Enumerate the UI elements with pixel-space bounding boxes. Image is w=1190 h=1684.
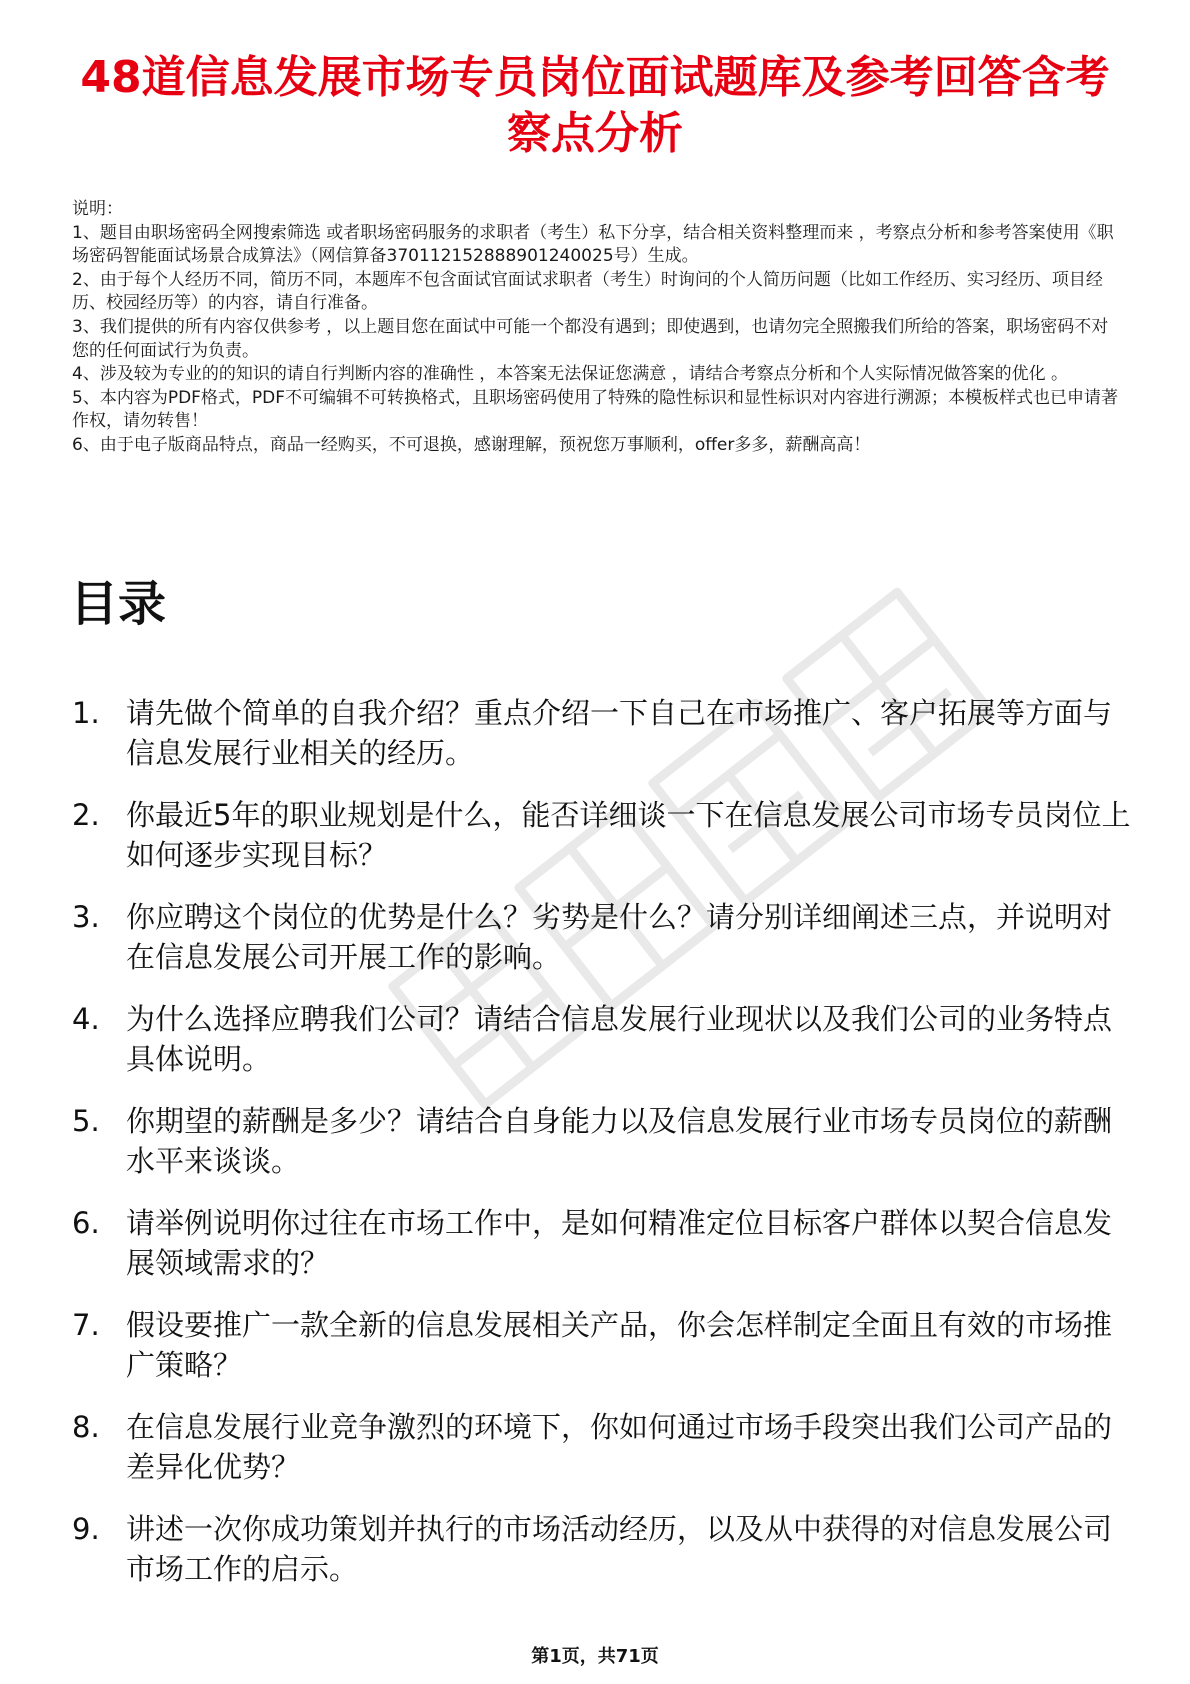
toc-item[interactable] <box>72 1305 1132 1407</box>
toc-item[interactable] <box>72 897 1132 999</box>
notes-label: 说明： <box>72 199 123 219</box>
toc-item-number: 7. <box>72 1308 100 1342</box>
toc-item[interactable] <box>72 1203 1132 1305</box>
toc-item-text: 为什么选择应聘我们公司？请结合信息发展行业现状以及我们公司的业务特点具体说明。 <box>126 1002 1113 1076</box>
toc-list <box>72 693 1132 1611</box>
document-title: 48道信息发展市场专员岗位面试题库及参考回答含考察点分析 <box>80 52 1110 159</box>
toc-item-text: 讲述一次你成功策划并执行的市场活动经历，以及从中获得的对信息发展公司市场工作的启示。 <box>126 1512 1113 1586</box>
toc-item[interactable] <box>72 1407 1132 1509</box>
toc-item[interactable] <box>72 1101 1132 1203</box>
note-item: 5、本内容为PDF格式，PDF不可编辑不可转换格式，且职场密码使用了特殊的隐性标识和显性标识对内容进行溯源；本模板样式也已申请著作权，请勿转售！ <box>72 387 1119 432</box>
note-item: 1、题目由职场密码全网搜索筛选 或者职场密码服务的求职者（考生）私下分享，结合相关资料整理而来 ，考察点分析和参考答案使用《职场密码智能面试场景合成算法》（网信算备370112152888901240025号）生成。 <box>72 222 1114 267</box>
note-item: 4、涉及较为专业的的知识的请自行判断内容的准确性 ，本答案无法保证您满意 ，请结合考察点分析和个人实际情况做答案的优化 。 <box>72 364 1069 385</box>
toc-item[interactable] <box>72 795 1132 897</box>
toc-item-text: 你应聘这个岗位的优势是什么？劣势是什么？请分别详细阐述三点，并说明对在信息发展公司开展工作的影响。 <box>126 900 1113 974</box>
toc-item-number: 8. <box>72 1410 100 1444</box>
note-item: 3、我们提供的所有内容仅供参考 ，以上题目您在面试中可能一个都没有遇到；即使遇到，也请勿完全照搬我们所给的答案，职场密码不对您的任何面试行为负责。 <box>72 316 1109 361</box>
toc-item-text: 请先做个简单的自我介绍？重点介绍一下自己在市场推广、客户拓展等方面与信息发展行业相关的经历。 <box>126 696 1113 770</box>
notes-section <box>72 198 1122 458</box>
toc-item-text: 假设要推广一款全新的信息发展相关产品，你会怎样制定全面且有效的市场推广策略？ <box>126 1308 1113 1382</box>
toc-item-text: 请举例说明你过往在市场工作中，是如何精准定位目标客户群体以契合信息发展领域需求的？ <box>126 1206 1113 1280</box>
toc-item-number: 2. <box>72 798 100 832</box>
note-item: 2、由于每个人经历不同，简历不同，本题库不包含面试官面试求职者（考生）时询问的个人简历问题（比如工作经历、实习经历、项目经历、校园经历等）的内容，请自行准备。 <box>72 269 1103 314</box>
toc-item[interactable] <box>72 1509 1132 1611</box>
toc-item-number: 3. <box>72 900 100 934</box>
toc-item[interactable] <box>72 693 1132 795</box>
toc-item-number: 4. <box>72 1002 100 1036</box>
toc-heading: 目录 <box>70 576 167 632</box>
toc-item[interactable] <box>72 999 1132 1101</box>
note-item: 6、由于电子版商品特点，商品一经购买，不可退换，感谢理解，预祝您万事顺利，offer多多，薪酬高高！ <box>72 434 871 455</box>
toc-item-text: 在信息发展行业竞争激烈的环境下，你如何通过市场手段突出我们公司产品的差异化优势？ <box>126 1410 1113 1484</box>
toc-item-number: 5. <box>72 1104 100 1138</box>
page-footer: 第1页，共71页 <box>531 1646 659 1667</box>
toc-item-number: 9. <box>72 1512 100 1546</box>
toc-item-text: 你最近5年的职业规划是什么，能否详细谈一下在信息发展公司市场专员岗位上如何逐步实现目标？ <box>126 798 1131 872</box>
toc-item-number: 6. <box>72 1206 100 1240</box>
toc-item-number: 1. <box>72 696 100 730</box>
toc-item-text: 你期望的薪酬是多少？请结合自身能力以及信息发展行业市场专员岗位的薪酬水平来谈谈。 <box>126 1104 1113 1178</box>
